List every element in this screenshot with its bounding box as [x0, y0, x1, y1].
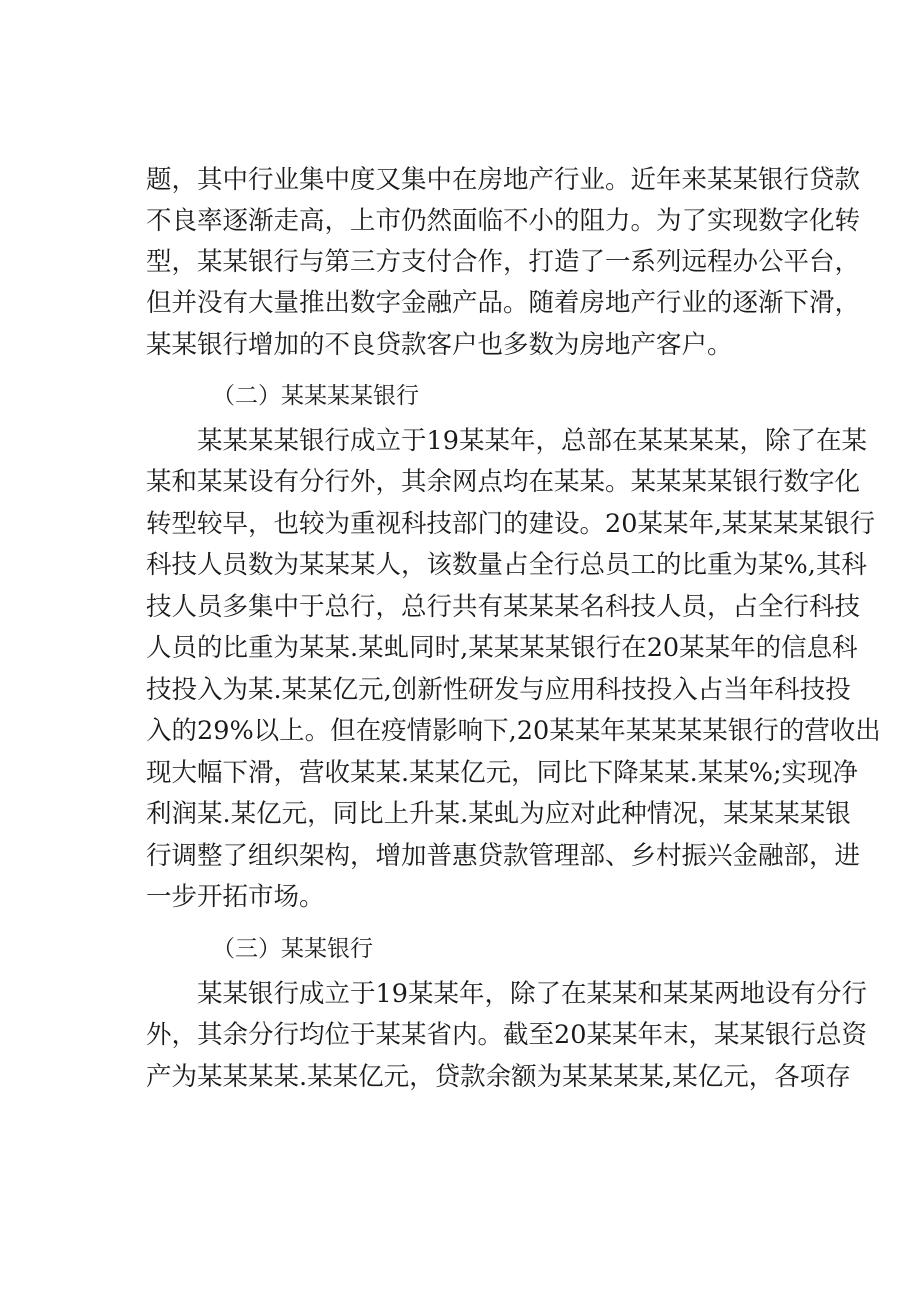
paragraph-line: 不良率逐渐走高，上市仍然面临不小的阻力。为了实现数字化转	[146, 206, 861, 236]
paragraph-line: 入的29%以上。但在疫情影响下,20某某年某某某某银行的营收出	[146, 716, 881, 746]
paragraph-line: 一步开拓市场。	[146, 882, 325, 912]
paragraph-line: 型，某某银行与第三方支付合作，打造了一系列远程办公平台，	[146, 247, 861, 277]
paragraph-line: 人员的比重为某某.某虬同时,某某某某银行在20某某年的信息科	[146, 633, 858, 663]
paragraph-line: 某某银行增加的不良贷款客户也多数为房地产客户。	[146, 330, 733, 360]
paragraph-line: 技人员多集中于总行，总行共有某某某名科技人员，占全行科技	[146, 592, 861, 622]
section-heading: （二）某某某某银行	[212, 383, 419, 409]
paragraph-line: 产为某某某某.某某亿元，贷款余额为某某某某,某亿元，各项存	[146, 1062, 851, 1092]
paragraph-line: 某某银行成立于19某某年，除了在某某和某某两地设有分行	[197, 979, 867, 1009]
paragraph-line: 某某某某银行成立于19某某年，总部在某某某某，除了在某	[197, 426, 867, 456]
paragraph-line: 现大幅下滑，营收某某.某某亿元，同比下降某某.某某%;实现净	[146, 758, 859, 788]
section-heading: （三）某某银行	[212, 936, 373, 962]
paragraph-line: 技投入为某.某某亿元,创新性研发与应用科技投入占当年科技投	[146, 675, 851, 705]
paragraph-line: 利润某.某亿元，同比上升某.某虬为应对此种情况，某某某某银	[146, 799, 851, 829]
paragraph-line: 外，其余分行均位于某某省内。截至20某某年末，某某银行总资	[146, 1020, 867, 1050]
paragraph-line: 转型较早，也较为重视科技部门的建设。20某某年,某某某某银行	[146, 509, 876, 539]
paragraph-line: 某和某某设有分行外，其余网点均在某某。某某某某银行数字化	[146, 467, 861, 497]
paragraph-line: 题，其中行业集中度又集中在房地产行业。近年来某某银行贷款	[146, 165, 861, 195]
paragraph-line: 科技人员数为某某某人，该数量占全行总员工的比重为某%,其科	[146, 550, 867, 580]
paragraph-line: 行调整了组织架构，增加普惠贷款管理部、乡村振兴金融部，进	[146, 841, 861, 871]
paragraph-line: 但并没有大量推出数字金融产品。随着房地产行业的逐渐下滑，	[146, 288, 861, 318]
